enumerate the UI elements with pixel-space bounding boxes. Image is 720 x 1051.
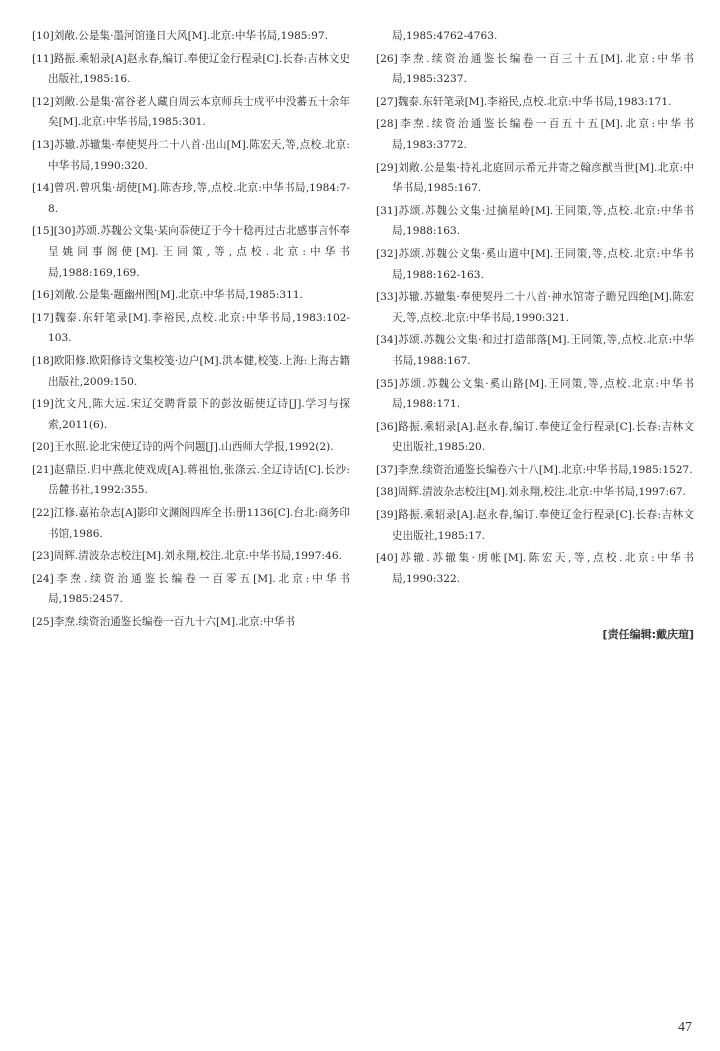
reference-entry: [37]李焘.续资治通鉴长编卷六十八[M].北京:中华书局,1985:1527. <box>376 463 693 476</box>
references-left-column <box>32 26 350 635</box>
reference-entry: [14]曾巩.曾巩集·胡使[M].陈杏珍,等,点校.北京:中华书局,1984:7-8. <box>32 182 350 215</box>
reference-entry: [28]李焘.续资治通鉴长编卷一百五十五[M].北京:中华书局,1983:3772. <box>376 118 694 151</box>
reference-entry: [15][30]苏颂.苏魏公文集·某向忝使辽于今十稔再过古北感事言怀奉呈姚同事阁使[M].王同策,等,点校.北京:中华书局,1988:169,169. <box>32 225 350 279</box>
reference-entry: [20]王水照.论北宋使辽诗的两个问题[J].山西师大学报,1992(2). <box>32 441 334 454</box>
reference-entry: [27]魏泰.东轩笔录[M].李裕民,点校.北京:中华书局,1983:171. <box>376 95 672 108</box>
reference-entry: [39]路振.乘轺录[A].赵永春,编订.奉使辽金行程录[C].长春:吉林文史出版社,1985:17. <box>376 509 694 542</box>
reference-entry: [19]沈文凡,陈大远.宋辽交聘背景下的彭汝砺使辽诗[J].学习与探索,2011(6). <box>32 398 350 431</box>
reference-entry: [10]刘敞.公是集·墨河馆逢日大风[M].北京:中华书局,1985:97. <box>32 30 328 42</box>
reference-entry: [29]刘敞.公是集·持礼北庭回示希元并寄之翰彦猷当世[M].北京:中华书局,1985:167. <box>376 161 694 195</box>
reference-entry: [33]苏辙.苏辙集·奉使契丹二十八首·神水馆寄子瞻兄四绝[M].陈宏天,等,点校.北京:中华书局,1990:321. <box>376 291 694 324</box>
reference-entry: [24]李焘.续资治通鉴长编卷一百零五[M].北京:中华书局,1985:2457. <box>32 572 350 606</box>
responsible-editor-note: [责任编辑:戴庆瑄] <box>602 628 694 641</box>
reference-entry: [40]苏辙.苏辙集·虏帐[M].陈宏天,等,点校.北京:中华书局,1990:322. <box>376 552 694 585</box>
page-number: 47 <box>678 1020 692 1035</box>
reference-entry: [32]苏颂.苏魏公文集·奚山道中[M].王同策,等,点校.北京:中华书局,1988:162-163. <box>376 247 694 281</box>
reference-entry: [34]苏颂.苏魏公文集·和过打造部落[M].王同策,等,点校.北京:中华书局,1988:167. <box>376 334 694 367</box>
reference-entry: [25]李焘.续资治通鉴长编卷一百九十六[M].北京:中华书 <box>32 616 296 629</box>
reference-continuation: 局,1985:4762-4763. <box>392 30 498 42</box>
reference-entry: [36]路振.乘轺录[A].赵永春,编订.奉使辽金行程录[C].长春:吉林文史出版社,1985:20. <box>376 420 694 454</box>
reference-entry: [22]江修.嘉祐杂志[A]影印文渊阁四库全书:册1136[C].台北:商务印书馆,1986. <box>32 507 350 540</box>
reference-entry: [23]周辉.清波杂志校注[M].刘永翔,校注.北京:中华书局,1997:46. <box>32 550 342 563</box>
reference-entry: [26]李焘.续资治通鉴长编卷一百三十五[M].北京:中华书局,1985:3237. <box>376 52 694 86</box>
reference-entry: [21]赵鼎臣.归中燕北使戏成[A].蒋祖怡,张涤云.全辽诗话[C].长沙:岳麓书社,1992:355. <box>32 463 350 497</box>
reference-entry: [12]刘敞.公是集·富谷老人藏自周云本京师兵士戍平中没蕃五十余年矣[M].北京:中华书局,1985:301. <box>32 95 350 129</box>
reference-entry: [31]苏颂.苏魏公文集·过摘星岭[M].王同策,等,点校.北京:中华书局,1988:163. <box>376 204 694 238</box>
reference-entry: [11]路振.乘轺录[A]赵永春,编订.奉使辽金行程录[C].长春:吉林文史出版社,1985:16. <box>32 52 350 86</box>
references-right-column <box>376 26 694 591</box>
reference-entry: [17]魏泰.东轩笔录[M].李裕民,点校.北京:中华书局,1983:102-103. <box>32 311 350 345</box>
reference-entry: [16]刘敞.公是集·题幽州图[M].北京:中华书局,1985:311. <box>32 289 303 302</box>
reference-entry: [18]欧阳修.欧阳修诗文集校笺·边户[M].洪本健,校笺.上海:上海古籍出版社,2009:150. <box>32 354 350 388</box>
reference-entry: [38]周辉.清波杂志校注[M].刘永翔,校注.北京:中华书局,1997:67. <box>376 486 686 499</box>
reference-entry: [13]苏辙.苏辙集·奉使契丹二十八首·出山[M].陈宏天,等,点校.北京:中华书局,1990:320. <box>32 138 350 172</box>
reference-entry: [35]苏颂.苏魏公文集·奚山路[M].王同策,等,点校.北京:中华书局,1988:171. <box>376 377 694 411</box>
